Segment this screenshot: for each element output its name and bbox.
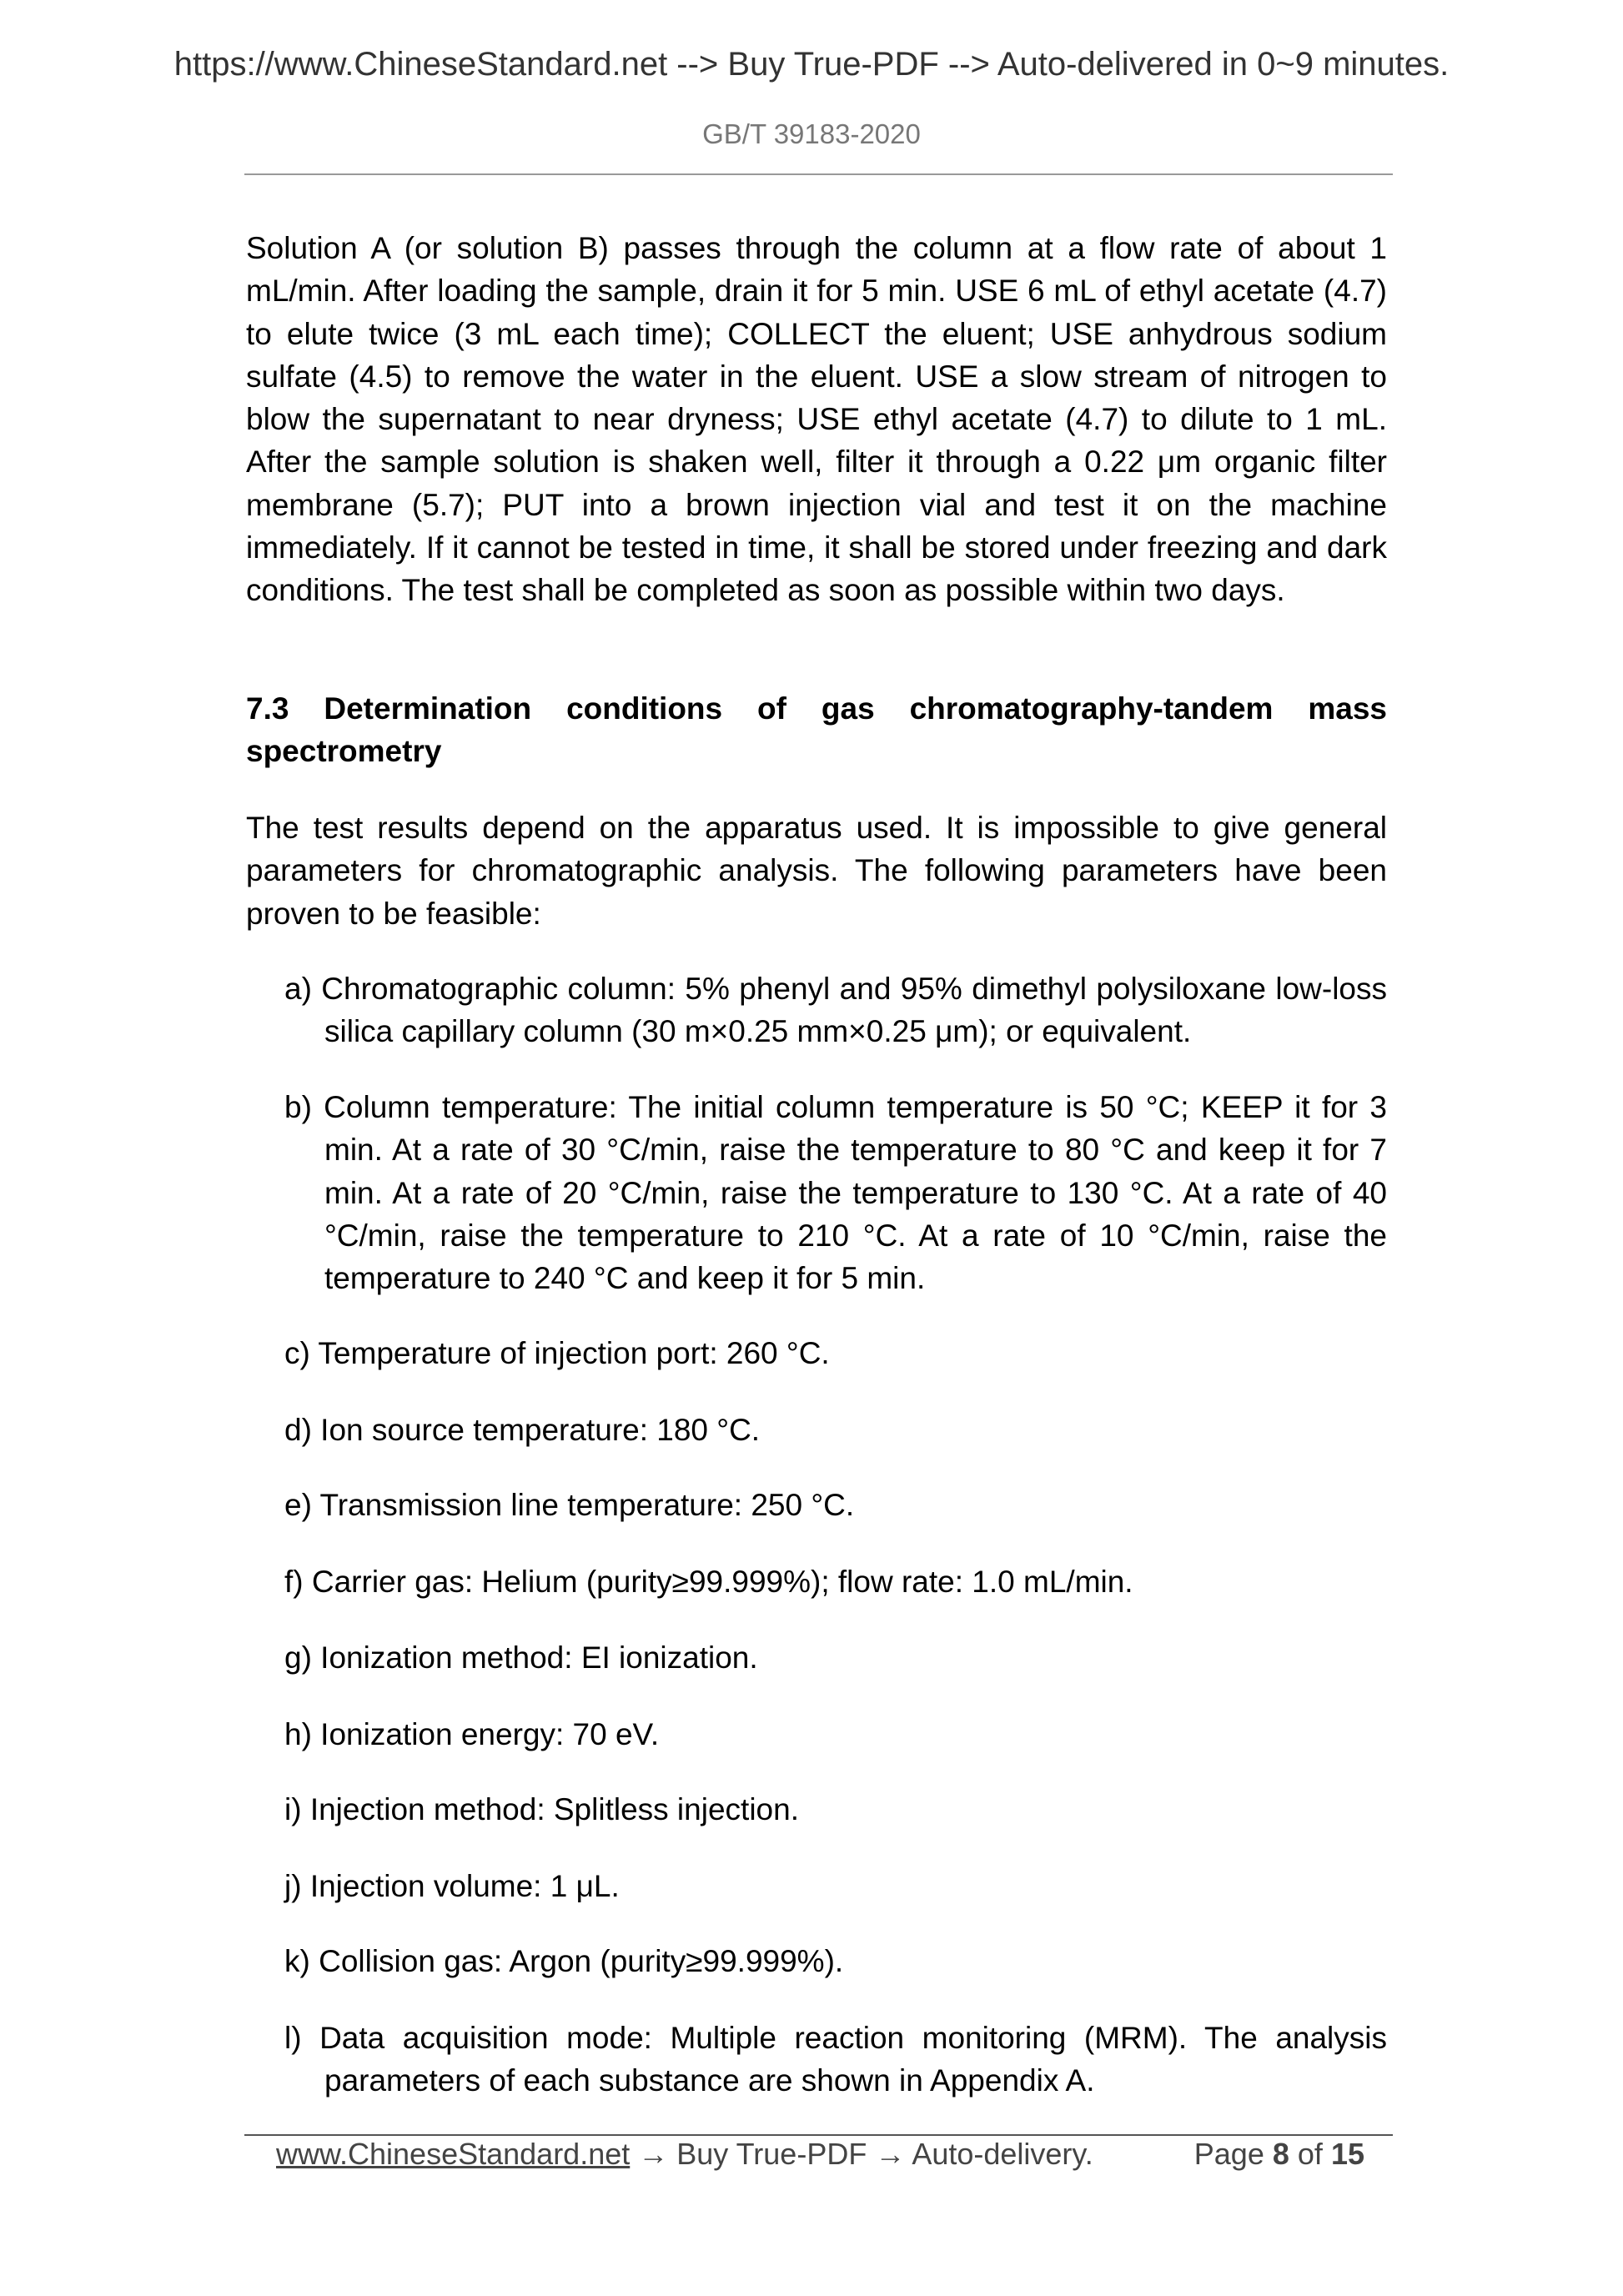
list-item: b) Column temperature: The initial column temperature is 50 °C; KEEP it for 3 min. At a rate of 30 °C/min, raise the temperature to 80 °C and keep it for 7 min. At a rate of 20 °C/min, raise the temperature to 130 °C. At a rate of 40 °C/min, raise the temperature to 210 °C. At a rate of 10 °C/min, raise the temperature to 240 °C and keep it for 5 min. — [284, 1090, 1387, 1296]
page-total: 15 — [1330, 2137, 1364, 2171]
list-item: h) Ionization energy: 70 eV. — [284, 1717, 660, 1751]
footer-link[interactable]: www.ChineseStandard.net — [276, 2137, 631, 2171]
section-heading: 7.3 Determination conditions of gas chromatography-tandem mass spectrometry — [246, 691, 1387, 769]
list-item: g) Ionization method: EI ionization. — [284, 1640, 758, 1675]
list-item: c) Temperature of injection port: 260 °C. — [284, 1336, 830, 1370]
standard-number: GB/T 39183-2020 — [702, 118, 921, 149]
list-item: f) Carrier gas: Helium (purity≥99.999%); flow rate: 1.0 mL/min. — [284, 1565, 1133, 1599]
list-item: e) Transmission line temperature: 250 °C. — [284, 1488, 855, 1522]
list-item: j) Injection volume: 1 μL. — [284, 1869, 620, 1903]
page-number: 8 — [1272, 2137, 1289, 2171]
list-item: k) Collision gas: Argon (purity≥99.999%). — [284, 1944, 844, 1978]
footer-text: → Buy True-PDF → Auto-delivery. — [630, 2137, 1093, 2171]
header-url-line: https://www.ChineseStandard.net --> Buy True-PDF --> Auto-delivered in 0~9 minutes. — [173, 46, 1450, 83]
page-label: Page — [1193, 2137, 1264, 2171]
footer-promo — [276, 2137, 1093, 2172]
footer — [276, 2137, 1364, 2172]
header-divider — [244, 173, 1393, 175]
page-indicator — [1194, 2137, 1364, 2172]
paragraph-procedure: Solution A (or solution B) passes through the column at a flow rate of about 1 mL/min. After loading the sample, drain it for 5 min. USE 6 mL of ethyl acetate (4.7) to elute twice (3 mL each time); COLLECT the eluent; USE anhydrous sodium sulfate (4.5) to remove the water in the eluent. USE a slow stream of nitrogen to blow the supernatant to near dryness; USE ethyl acetate (4.7) to dilute to 1 mL. After the sample solution is shaken well, filter it through a 0.22 μm organic filter membrane (5.7); PUT into a brown injection vial and test it on the machine immediately. If it cannot be tested in time, it shall be stored under freezing and dark conditions. The test shall be completed as soon as possible within two days. — [246, 231, 1387, 608]
list-item: a) Chromatographic column: 5% phenyl and 95% dimethyl polysiloxane low-loss silica capillary column (30 m×0.25 mm×0.25 μm); or equivalent. — [284, 972, 1387, 1049]
footer-divider — [244, 2134, 1393, 2136]
paragraph-intro: The test results depend on the apparatus used. It is impossible to give general parameters for chromatographic analysis. The following parameters have been proven to be feasible: — [246, 811, 1387, 931]
list-item: i) Injection method: Splitless injection. — [284, 1792, 799, 1826]
list-item: d) Ion source temperature: 180 °C. — [284, 1413, 761, 1447]
of-label: of — [1297, 2137, 1323, 2171]
list-item: l) Data acquisition mode: Multiple reaction monitoring (MRM). The analysis parameters of each substance are shown in Appendix A. — [284, 2021, 1387, 2098]
